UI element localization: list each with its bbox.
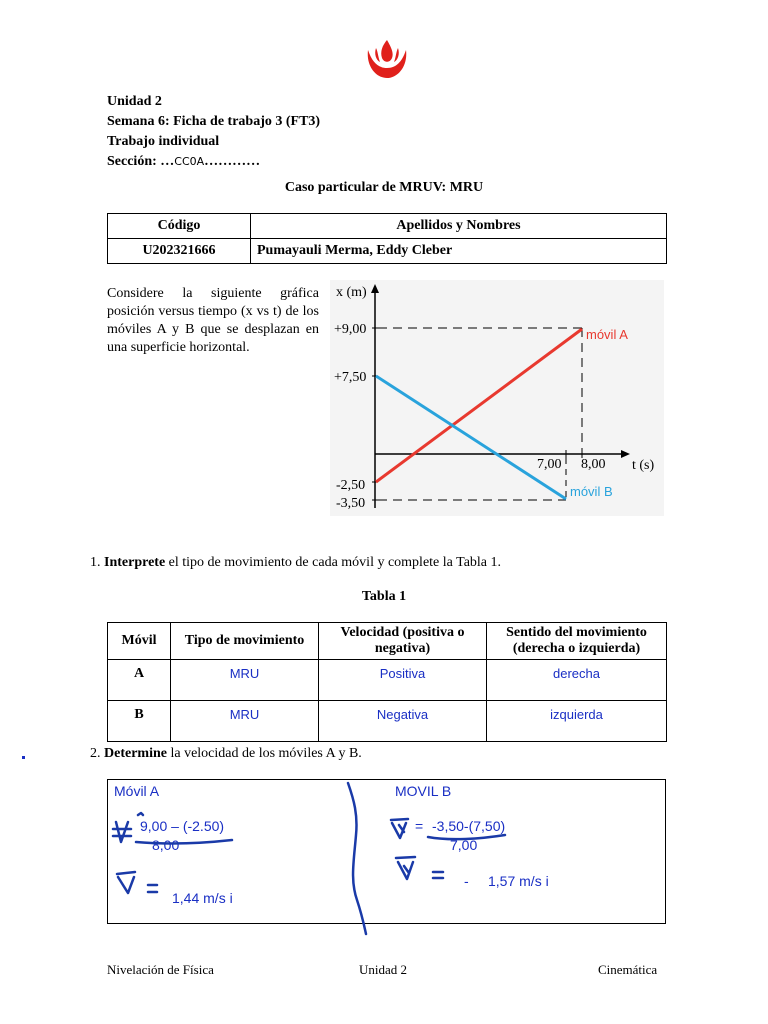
velocidad-answer: Negativa — [319, 701, 487, 742]
movil-b-minus: - — [464, 873, 469, 889]
codigo-cell: U202321666 — [108, 239, 251, 264]
tabla-1-header: Velocidad (positiva o negativa) — [319, 623, 487, 660]
movil-a-title: Móvil A — [114, 783, 160, 799]
divider-stroke — [348, 783, 366, 934]
question-2-text: la velocidad de los móviles A y B. — [166, 746, 362, 761]
question-1-verb: Interprete — [104, 555, 166, 570]
eq-b2 — [433, 872, 443, 878]
x-axis-label: t (s) — [632, 458, 655, 473]
nombres-cell: Pumayauli Merma, Eddy Cleber — [251, 239, 667, 264]
y-axis-label: x (m) — [336, 285, 367, 300]
trabajo-label: Trabajo individual — [107, 134, 220, 149]
series-label-movil-a: móvil A — [586, 327, 628, 342]
codigo-header: Código — [108, 214, 251, 239]
tabla-1-header: Tipo de movimiento — [171, 623, 319, 660]
movil-a-denominator: 8,00 — [152, 837, 180, 853]
tabla-1-header: Móvil — [108, 623, 171, 660]
movil-cell: A — [108, 660, 171, 701]
footer-right: Cinemática — [598, 962, 658, 977]
question-1-text: el tipo de movimiento de cada móvil y complete la Tabla 1. — [165, 555, 502, 570]
movil-b-title: MOVIL B — [395, 783, 452, 799]
movil-b-denominator: 7,00 — [450, 837, 478, 853]
seccion-label: Sección: … — [107, 154, 175, 169]
y-tick-label: -2,50 — [336, 478, 366, 493]
v-glyph-b2 — [396, 857, 415, 879]
seccion-value: CC0A — [174, 155, 205, 168]
semana-label: Semana 6: Ficha de trabajo 3 (FT3) — [107, 114, 321, 129]
x-tick-label: 8,00 — [581, 457, 606, 472]
velocidad-answer: Positiva — [319, 660, 487, 701]
y-tick-label: +7,50 — [334, 370, 367, 385]
series-label-movil-b: móvil B — [570, 484, 613, 499]
movil-cell: B — [108, 701, 171, 742]
v-glyph-a2 — [117, 872, 135, 893]
footer-center: Unidad 2 — [359, 962, 408, 977]
nombres-header: Apellidos y Nombres — [251, 214, 667, 239]
footer-left: Nivelación de Física — [107, 962, 214, 977]
movil-a-result: 1,44 m/s i — [172, 890, 233, 906]
unidad-label: Unidad 2 — [107, 94, 162, 109]
movil-b-result: 1,57 m/s i — [488, 873, 549, 889]
v-glyph-a — [113, 822, 131, 842]
tipo-answer: MRU — [171, 660, 319, 701]
underline-a — [136, 840, 232, 843]
sentido-answer: izquierda — [487, 701, 667, 742]
x-tick-label: 7,00 — [537, 457, 562, 472]
y-tick-label: +9,00 — [334, 322, 367, 337]
movil-b-numerator: -3,50-(7,50) — [432, 818, 506, 834]
case-title: Caso particular de MRUV: MRU — [284, 180, 484, 195]
question-2-verb: Determine — [104, 746, 167, 761]
v-glyph-b — [391, 819, 408, 838]
movil-a-numerator: 9,00 – (-2.50) — [140, 818, 225, 834]
intro-paragraph: Considere la siguiente gráfica posición versus tiempo (x vs t) de los móviles A y B que se desplazan en una superficie horizontal. — [107, 286, 319, 355]
movil-b-equals: = — [415, 818, 424, 834]
question-2-number: 2. — [90, 746, 101, 761]
tabla-1-title: Tabla 1 — [361, 589, 407, 604]
arrow-a — [138, 813, 143, 815]
question-1-number: 1. — [90, 555, 101, 570]
tipo-answer: MRU — [171, 701, 319, 742]
underline-b — [428, 835, 505, 839]
sentido-answer: derecha — [487, 660, 667, 701]
tabla-1-header: Sentido del movimiento (derecha o izquierda) — [487, 623, 667, 660]
eq-a2 — [148, 885, 157, 892]
seccion-trail: ………… — [204, 154, 261, 169]
y-tick-label: -3,50 — [336, 496, 366, 511]
